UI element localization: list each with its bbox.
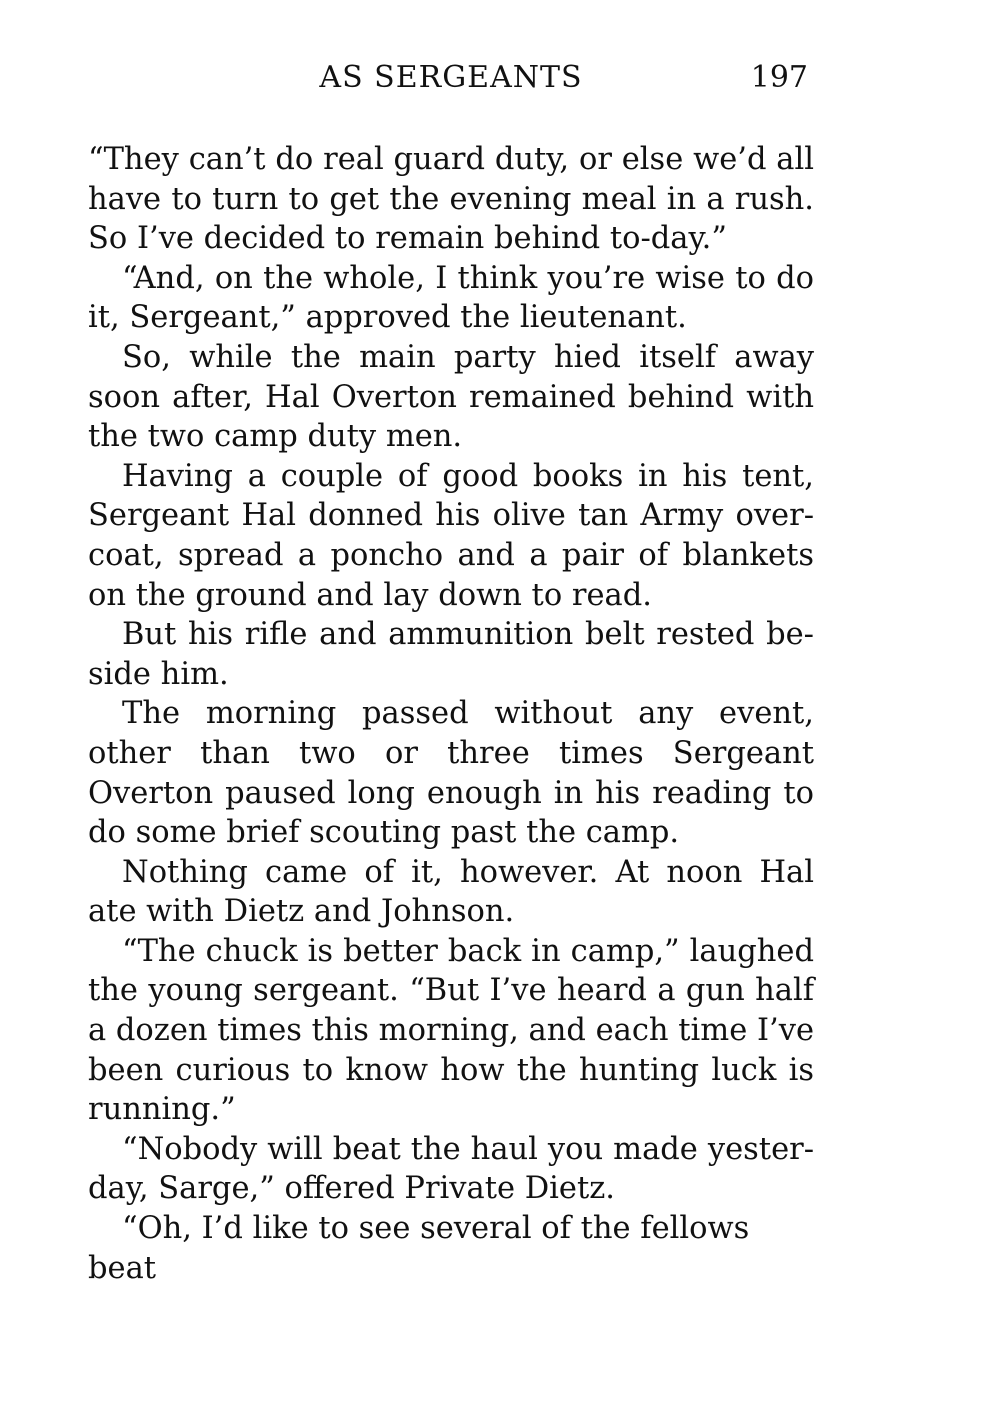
paragraph: Nothing came of it, however. At noon Hal ate with Dietz and Johnson. bbox=[88, 854, 814, 930]
page-number: 197 bbox=[750, 60, 808, 95]
paragraph: Having a couple of good books in his tent, Sergeant Hal donned his olive tan Army over-coat, spread a poncho and a pair of blankets on the ground and lay down to read. bbox=[88, 458, 814, 613]
paragraph: “Nobody will beat the haul you made yester-day, Sarge,” offered Private Dietz. bbox=[88, 1131, 814, 1207]
paragraph: “They can’t do real guard duty, or else we’d all have to turn to get the evening meal in a rush. So I’ve decided to remain behind to-day.” bbox=[88, 142, 814, 257]
paragraph: “And, on the whole, I think you’re wise to do it, Sergeant,” approved the lieutenant. bbox=[88, 260, 814, 336]
paragraph: So, while the main party hied itself away soon after, Hal Overton remained behind with the two camp duty men. bbox=[88, 339, 814, 455]
paragraph: “Oh, I’d like to see several of the fellows beat bbox=[88, 1211, 750, 1286]
running-head: AS SERGEANTS bbox=[319, 60, 583, 95]
paragraph: “The chuck is better back in camp,” laughed the young sergeant. “But I’ve heard a gun half a dozen times this morning, and each time I’ve been curious to know how the hunting luck is running.” bbox=[88, 933, 814, 1128]
body-text bbox=[88, 140, 814, 1288]
page-header bbox=[88, 58, 814, 98]
paragraph: The morning passed without any event, other than two or three times Sergeant Overton paused long enough in his reading to do some brief scouting past the camp. bbox=[88, 696, 814, 851]
paragraph: But his rifle and ammunition belt rested be-side him. bbox=[88, 617, 814, 692]
